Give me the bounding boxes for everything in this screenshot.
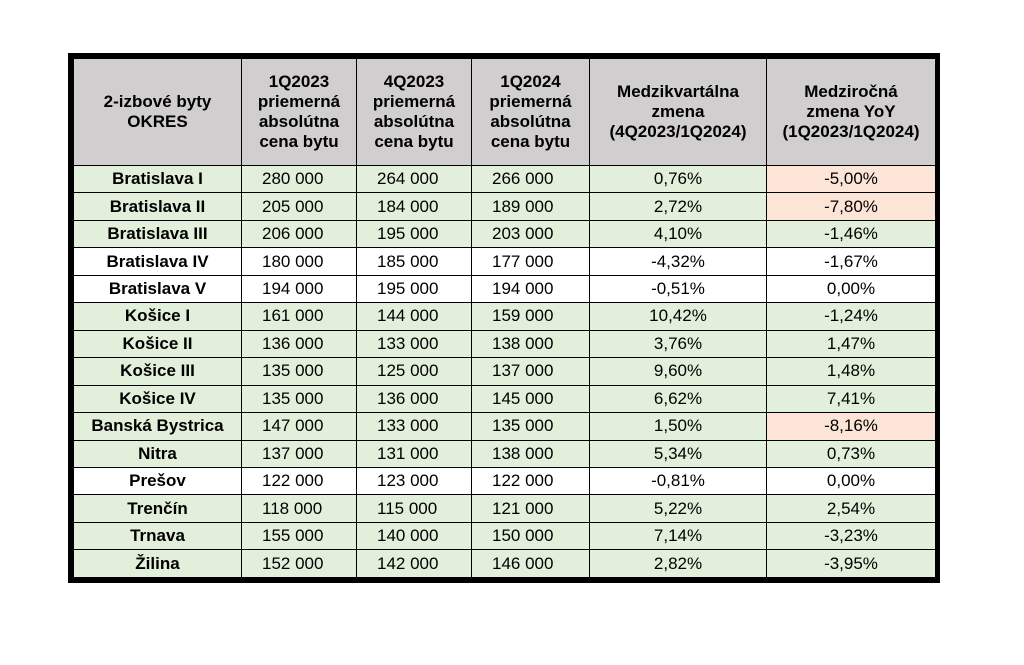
cell-q1-2024: 137 000 [472,358,590,385]
cell-q1-2024: 145 000 [472,385,590,412]
cell-q4-2023: 142 000 [357,550,472,578]
header-q4-2023 [357,59,472,166]
cell-qoq: 2,82% [590,550,767,578]
header-line: 1Q2023 [268,72,330,91]
table-row [74,413,936,440]
cell-yoy: 0,73% [767,440,936,467]
cell-qoq: 10,42% [590,303,767,330]
cell-q1-2023: 147 000 [242,413,357,440]
cell-qoq: 1,50% [590,413,767,440]
header-line: cena bytu [490,132,571,151]
cell-qoq: 7,14% [590,522,767,549]
cell-q1-2023: 155 000 [242,522,357,549]
cell-q1-2024: 189 000 [472,193,590,220]
cell-yoy: 2,54% [767,495,936,522]
table-row [74,440,936,467]
cell-q1-2023: 118 000 [242,495,357,522]
price-table [73,58,936,578]
cell-q4-2023: 123 000 [357,467,472,494]
cell-yoy: -3,23% [767,522,936,549]
cell-qoq: 5,22% [590,495,767,522]
cell-okres: Prešov [74,467,242,494]
cell-qoq: 2,72% [590,193,767,220]
cell-q1-2024: 266 000 [472,166,590,193]
cell-yoy: -1,67% [767,248,936,275]
cell-qoq: 0,76% [590,166,767,193]
header-line: zmena [651,102,705,121]
header-line: Medzikvartálna [617,82,739,101]
header-line: 1Q2024 [500,72,561,91]
cell-yoy: 0,00% [767,467,936,494]
cell-q1-2024: 138 000 [472,330,590,357]
table-row [74,275,936,302]
cell-yoy: 0,00% [767,275,936,302]
cell-okres: Košice II [74,330,242,357]
cell-q1-2024: 122 000 [472,467,590,494]
cell-q4-2023: 125 000 [357,358,472,385]
cell-q4-2023: 184 000 [357,193,472,220]
cell-yoy: 1,48% [767,358,936,385]
cell-okres: Bratislava IV [74,248,242,275]
cell-q1-2023: 180 000 [242,248,357,275]
cell-q1-2023: 122 000 [242,467,357,494]
cell-okres: Nitra [74,440,242,467]
header-line: Medziročná [804,82,898,101]
cell-q1-2024: 177 000 [472,248,590,275]
cell-q4-2023: 195 000 [357,275,472,302]
header-row [74,59,936,166]
table-body [74,166,936,578]
cell-q4-2023: 264 000 [357,166,472,193]
header-line: absolútna [490,112,571,131]
table-row [74,248,936,275]
cell-q4-2023: 131 000 [357,440,472,467]
cell-qoq: 4,10% [590,220,767,247]
cell-q1-2024: 138 000 [472,440,590,467]
table-row [74,193,936,220]
cell-q1-2023: 161 000 [242,303,357,330]
table-row [74,330,936,357]
header-line: priemerná [372,92,456,111]
cell-okres: Bratislava II [74,193,242,220]
table-row [74,495,936,522]
cell-okres: Bratislava V [74,275,242,302]
table-row [74,385,936,412]
cell-yoy: -1,46% [767,220,936,247]
cell-q1-2024: 146 000 [472,550,590,578]
cell-okres: Košice I [74,303,242,330]
cell-q1-2023: 280 000 [242,166,357,193]
cell-okres: Bratislava III [74,220,242,247]
header-line: 2-izbové byty [103,92,212,111]
cell-yoy: 7,41% [767,385,936,412]
cell-okres: Trenčín [74,495,242,522]
cell-q1-2024: 194 000 [472,275,590,302]
cell-q1-2024: 159 000 [472,303,590,330]
cell-q4-2023: 133 000 [357,330,472,357]
cell-q1-2024: 150 000 [472,522,590,549]
cell-qoq: -0,81% [590,467,767,494]
cell-yoy: -7,80% [767,193,936,220]
cell-q1-2023: 205 000 [242,193,357,220]
header-line: 4Q2023 [383,72,445,91]
cell-q1-2023: 135 000 [242,385,357,412]
cell-okres: Žilina [74,550,242,578]
cell-qoq: 3,76% [590,330,767,357]
cell-q4-2023: 144 000 [357,303,472,330]
cell-q4-2023: 115 000 [357,495,472,522]
cell-okres: Bratislava I [74,166,242,193]
cell-qoq: 9,60% [590,358,767,385]
table-row [74,467,936,494]
table-row [74,522,936,549]
cell-qoq: -4,32% [590,248,767,275]
cell-yoy: -8,16% [767,413,936,440]
cell-q1-2023: 206 000 [242,220,357,247]
cell-q1-2023: 194 000 [242,275,357,302]
cell-q4-2023: 136 000 [357,385,472,412]
header-okres [74,59,242,166]
header-yoy [767,59,936,166]
cell-yoy: -5,00% [767,166,936,193]
header-line: absolútna [258,112,340,131]
cell-yoy: -1,24% [767,303,936,330]
header-line: cena bytu [259,132,339,151]
header-line: zmena YoY [806,102,896,121]
cell-qoq: 6,62% [590,385,767,412]
cell-okres: Trnava [74,522,242,549]
cell-okres: Banská Bystrica [74,413,242,440]
table-row [74,358,936,385]
table-frame [68,53,940,583]
cell-qoq: -0,51% [590,275,767,302]
cell-q4-2023: 185 000 [357,248,472,275]
cell-yoy: 1,47% [767,330,936,357]
table-row [74,220,936,247]
cell-q4-2023: 195 000 [357,220,472,247]
header-qoq [590,59,767,166]
header-line: (1Q2023/1Q2024) [782,122,920,141]
table-row [74,550,936,578]
cell-q4-2023: 140 000 [357,522,472,549]
header-line: priemerná [489,92,572,111]
cell-q1-2023: 152 000 [242,550,357,578]
header-line: OKRES [127,112,188,131]
table-row [74,166,936,193]
cell-q1-2024: 203 000 [472,220,590,247]
cell-q1-2023: 135 000 [242,358,357,385]
header-line: cena bytu [374,132,454,151]
header-line: absolútna [373,112,455,131]
cell-q1-2024: 121 000 [472,495,590,522]
cell-okres: Košice IV [74,385,242,412]
cell-qoq: 5,34% [590,440,767,467]
cell-yoy: -3,95% [767,550,936,578]
header-q1-2023 [242,59,357,166]
header-line: (4Q2023/1Q2024) [609,122,747,141]
cell-q1-2024: 135 000 [472,413,590,440]
cell-q4-2023: 133 000 [357,413,472,440]
cell-q1-2023: 136 000 [242,330,357,357]
table-row [74,303,936,330]
cell-q1-2023: 137 000 [242,440,357,467]
cell-okres: Košice III [74,358,242,385]
header-q1-2024 [472,59,590,166]
header-line: priemerná [257,92,341,111]
